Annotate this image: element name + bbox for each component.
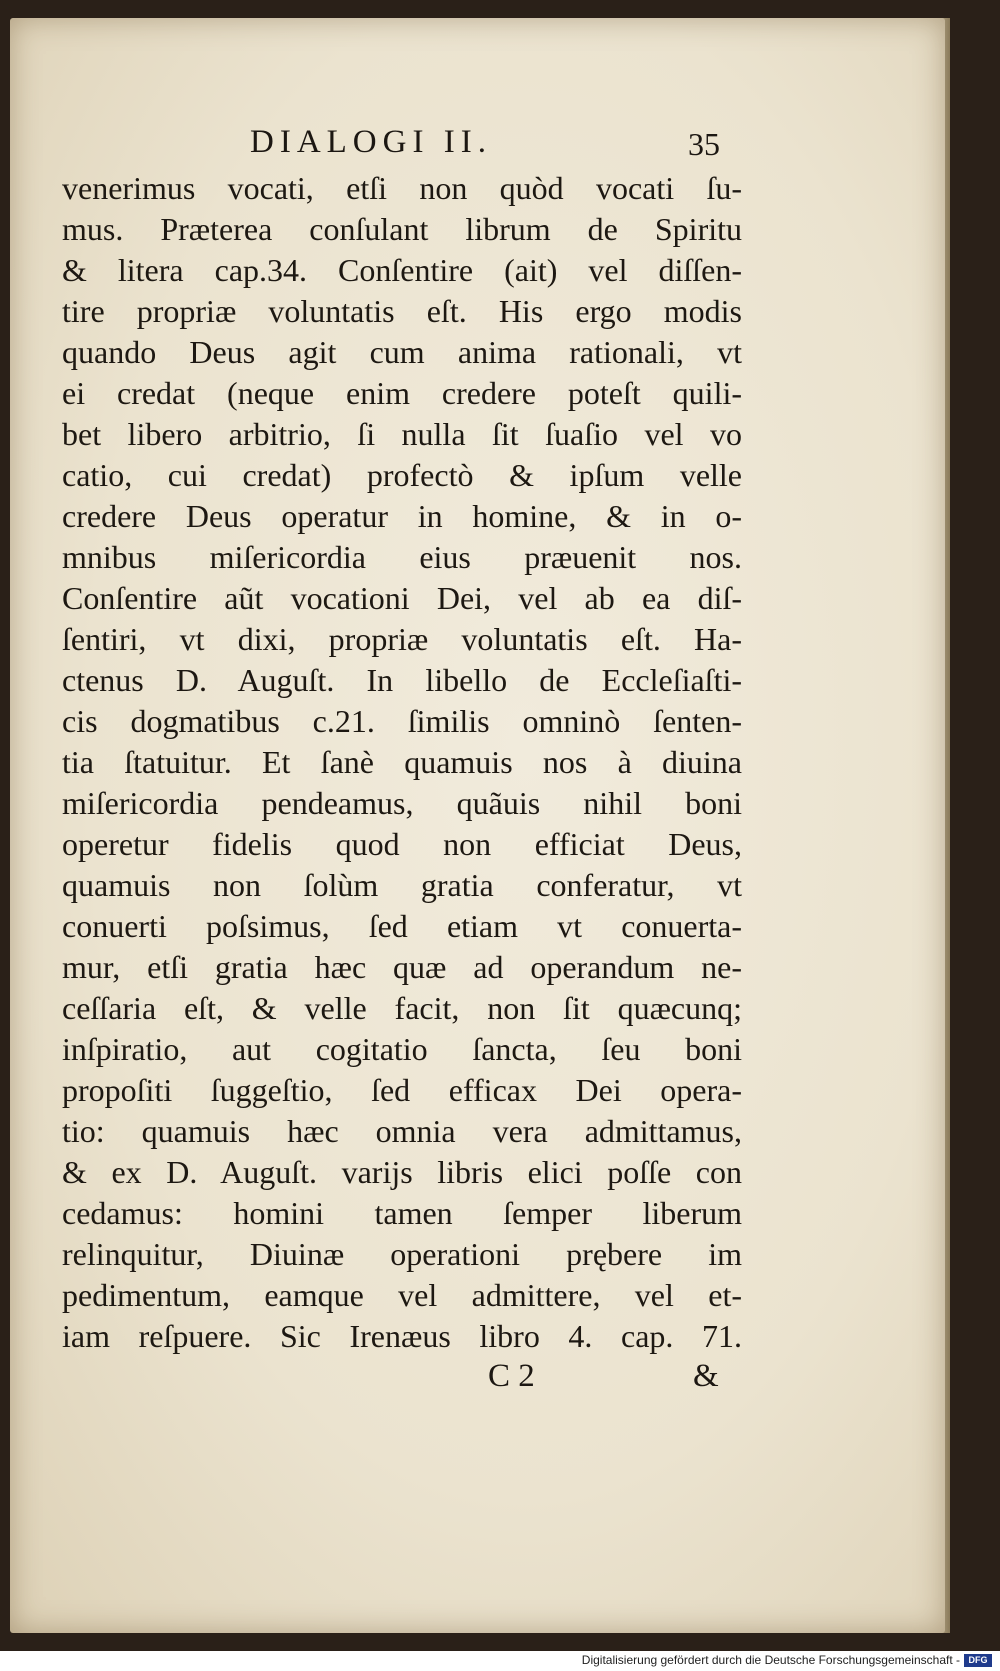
text-line: cis dogmatibus c.21. ſimilis omninò ſenten- (62, 703, 742, 739)
text-line: quando Deus agit cum anima rationali, vt (62, 334, 742, 370)
text-line: inſpiratio, aut cogitatio ſancta, ſeu boni (62, 1031, 742, 1067)
text-line: propoſiti ſuggeſtio, ſed efficax Dei opera- (62, 1072, 742, 1108)
text-line: ei credat (neque enim credere poteſt quili- (62, 375, 742, 411)
text-line: mus. Præterea conſulant librum de Spiritu (62, 211, 742, 247)
text-line: ctenus D. Auguſt. In libello de Eccleſiaſti- (62, 662, 742, 698)
text-line: relinquitur, Diuinæ operationi prębere im (62, 1236, 742, 1272)
dfg-logo: DFG (964, 1654, 992, 1667)
text-line: tia ſtatuitur. Et ſanè quamuis nos à diuina (62, 744, 742, 780)
signature-mark: C 2 (488, 1358, 535, 1394)
catchword: & (693, 1358, 719, 1394)
credit-text: Digitalisierung gefördert durch die Deutsche Forschungsgemeinschaft - (581, 1653, 960, 1667)
book-page (10, 18, 945, 1633)
text-line: & ex D. Auguſt. varijs libris elici poſſe con (62, 1154, 742, 1190)
text-line: mur, etſi gratia hæc quæ ad operandum ne- (62, 949, 742, 985)
text-line: credere Deus operatur in homine, & in o- (62, 498, 742, 534)
text-line: venerimus vocati, etſi non quòd vocati ſu- (62, 170, 742, 206)
text-line: mnibus miſericordia eius præuenit nos. (62, 539, 742, 575)
text-line: operetur fidelis quod non efficiat Deus, (62, 826, 742, 862)
text-line: catio, cui credat) profectò & ipſum velle (62, 457, 742, 493)
body-text (62, 168, 742, 1357)
text-line: Conſentire aũt vocationi Dei, vel ab ea diſ- (62, 580, 742, 616)
text-line: bet libero arbitrio, ſi nulla ſit ſuaſio vel vo (62, 416, 742, 452)
text-line: ſentiri, vt dixi, propriæ voluntatis eſt. Ha- (62, 621, 742, 657)
text-line: tio: quamuis hæc omnia vera admittamus, (62, 1113, 742, 1149)
text-line: miſericordia pendeamus, quãuis nihil boni (62, 785, 742, 821)
text-line: quamuis non ſolùm gratia conferatur, vt (62, 867, 742, 903)
header-title: DIALOGI II. (250, 124, 492, 160)
text-line: iam reſpuere. Sic Irenæus libro 4. cap. 71. (62, 1318, 742, 1354)
text-line: ceſſaria eſt, & velle facit, non ſit quæcunq; (62, 990, 742, 1026)
page-footer (10, 1358, 945, 1408)
credit-bar (0, 1651, 1000, 1671)
text-line: conuerti poſsimus, ſed etiam vt conuerta- (62, 908, 742, 944)
page-number: 35 (688, 126, 720, 162)
text-line: & litera cap.34. Conſentire (ait) vel diſſen- (62, 252, 742, 288)
text-line: pedimentum, eamque vel admittere, vel et- (62, 1277, 742, 1313)
text-line: cedamus: homini tamen ſemper liberum (62, 1195, 742, 1231)
running-head (10, 118, 945, 168)
text-line: tire propriæ voluntatis eſt. His ergo modis (62, 293, 742, 329)
